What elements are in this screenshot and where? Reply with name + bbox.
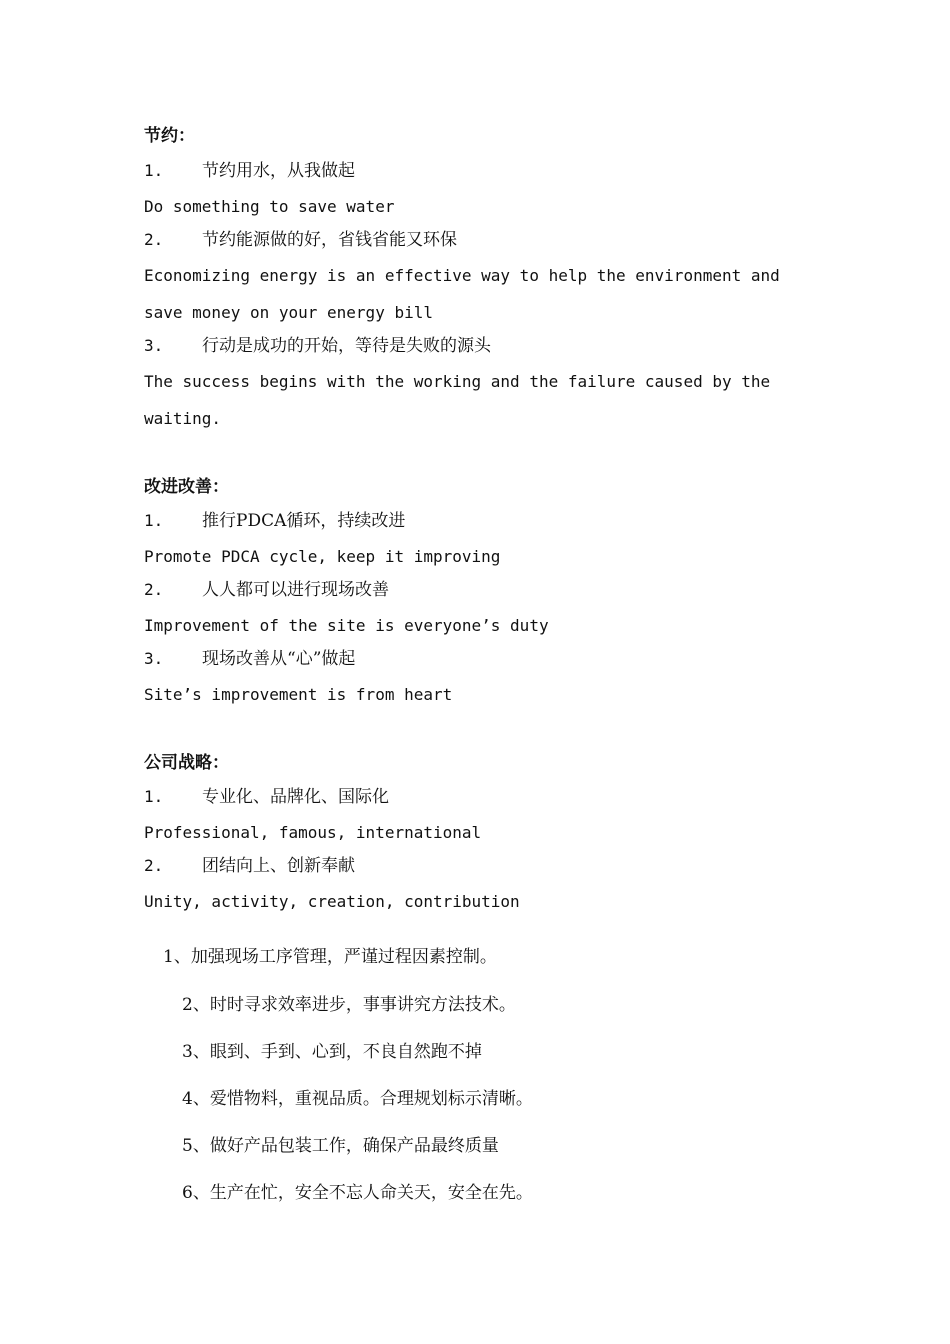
item-en: waiting. xyxy=(144,409,222,428)
item-en: save money on your energy bill xyxy=(144,303,433,322)
item-number: 1. xyxy=(144,787,164,806)
item-en: Unity, activity, creation, contribution xyxy=(144,892,520,911)
item-number: 1. xyxy=(144,161,164,180)
item-number: 3. xyxy=(144,649,164,668)
item-zh xyxy=(144,579,389,601)
item-number: 1. xyxy=(144,511,164,530)
slogan-line: 6、生产在忙，安全不忘人命关天，安全在先。 xyxy=(182,1183,533,1203)
item-en: Economizing energy is an effective way to help the environment and xyxy=(144,266,780,285)
item-en: Improvement of the site is everyone’s duty xyxy=(144,616,549,635)
item-zh-text: 团结向上、创新奉献 xyxy=(202,856,355,876)
item-en: Do something to save water xyxy=(144,197,395,216)
slogan-line: 3、眼到、手到、心到，不良自然跑不掉 xyxy=(182,1042,482,1062)
item-number: 2. xyxy=(144,230,164,249)
item-zh-text: 推行PDCA循环，持续改进 xyxy=(202,511,406,531)
item-en: Site’s improvement is from heart xyxy=(144,685,453,704)
slogan-line: 5、做好产品包装工作，确保产品最终质量 xyxy=(182,1136,499,1156)
item-en: Promote PDCA cycle, keep it improving xyxy=(144,547,501,566)
item-zh-text: 节约用水，从我做起 xyxy=(202,161,355,181)
item-zh xyxy=(144,335,491,357)
item-zh xyxy=(144,510,405,532)
section-heading-improvement: 改进改善： xyxy=(144,477,229,497)
item-zh-text: 行动是成功的开始，等待是失败的源头 xyxy=(202,336,491,356)
item-number: 2. xyxy=(144,856,164,875)
item-number: 2. xyxy=(144,580,164,599)
item-zh-text: 人人都可以进行现场改善 xyxy=(202,580,389,600)
item-zh-text: 节约能源做的好，省钱省能又环保 xyxy=(202,230,457,250)
item-en: Professional, famous, international xyxy=(144,823,482,842)
item-zh-text: 现场改善从“心”做起 xyxy=(202,649,356,669)
item-number: 3. xyxy=(144,336,164,355)
section-heading-saving: 节约： xyxy=(144,126,195,146)
item-zh xyxy=(144,786,389,808)
section-heading-strategy: 公司战略： xyxy=(144,753,229,773)
item-en: The success begins with the working and the failure caused by the xyxy=(144,372,771,391)
item-zh xyxy=(144,229,457,251)
item-zh xyxy=(144,160,355,182)
item-zh xyxy=(144,855,355,877)
item-zh xyxy=(144,648,355,670)
slogan-line: 4、爱惜物料，重视品质。合理规划标示清晰。 xyxy=(182,1089,533,1109)
slogan-line: 2、时时寻求效率进步，事事讲究方法技术。 xyxy=(182,995,516,1015)
item-zh-text: 专业化、品牌化、国际化 xyxy=(202,787,389,807)
slogan-line: 1、加强现场工序管理，严谨过程因素控制。 xyxy=(163,947,497,967)
